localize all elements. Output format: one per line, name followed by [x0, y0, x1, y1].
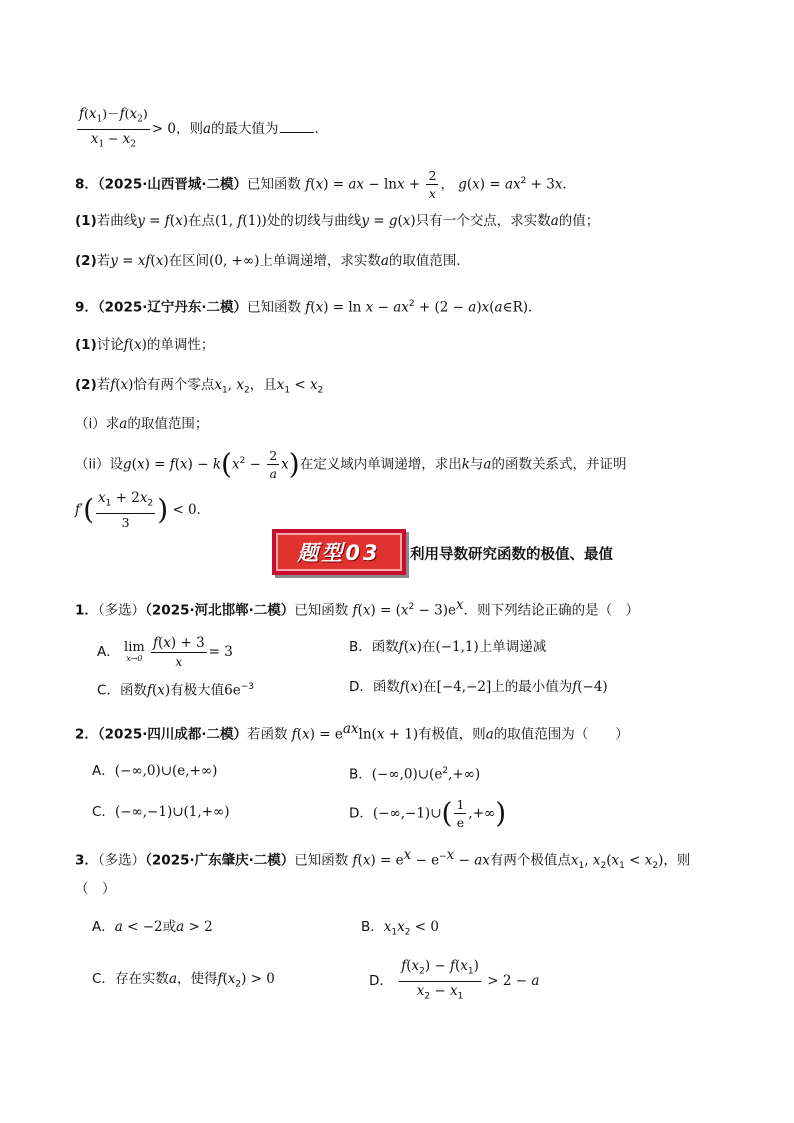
question-2-stem: 2．（2025·四川成都·二模）若函数 $f(x) = e^{ax}\ln(x + 1)$有极值，则a的取值范围为（ ）: [75, 721, 629, 743]
question-2-option-a[interactable]: A．(−∞,0)∪(e,+∞): [92, 763, 218, 779]
question-1-stem: 1．（多选）（2025·河北邯郸·二模）已知函数 $f(x) = (x^2 - 3)e^x$．则下列结论正确的是（ ）: [75, 597, 640, 619]
section-title: 利用导数研究函数的极值、最值: [410, 547, 613, 563]
question-1-option-d[interactable]: D．函数f(x)在[−4,−2]上的最小值为f(−4): [349, 679, 608, 695]
question-1-option-b[interactable]: B．函数f(x)在(−1,1)上单调递减: [349, 639, 547, 655]
question-3-option-b[interactable]: B．$x_1x_2 < 0$: [361, 919, 439, 938]
question-9-sub-ii-proof: f′( $\frac{x_1 + 2x_2}{3}$ ) < 0．: [75, 490, 211, 530]
question-1-option-c[interactable]: C．函数f(x)有极大值$6e^{-3}$: [97, 682, 254, 699]
question-9-sub-ii: （ii）设$g(x) = f(x) - k(x^2$ − $\frac{2}{a}$ x)在定义域内单调递增，求出k与a的函数关系式，并证明: [75, 447, 627, 481]
question-2-option-d[interactable]: D．(−∞,−1)∪( $\frac{1}{e}$ ,+∞): [349, 796, 507, 830]
fraction: $\frac{f(x_1)-f(x_2)}{x_1 - x_2}$: [79, 106, 148, 149]
question-3-paren: （ ）: [75, 881, 116, 897]
question-9-part-1: (1)讨论f(x)的单调性；: [75, 337, 215, 353]
question-1-option-a[interactable]: A． lim x→0 $\frac{f(x) + 3}{x}$ = 3: [97, 635, 233, 669]
question-3-option-d[interactable]: D． $\frac{f(x_2) - f(x_1)}{x_2 - x_1}$ > 2 − a: [369, 958, 540, 1001]
question-2-option-b[interactable]: B．$(-\infty,0)\cup(e^2,+\infty)$: [349, 766, 481, 783]
question-9-sub-i: （i）求a的取值范围；: [75, 416, 209, 432]
question-8-stem: 8．（2025·山西晋城·二模）已知函数 f(x) = ax − lnx + $\frac{2}{x}$ ， $g(x) = ax^2 + 3x$．: [75, 168, 576, 201]
question-8-part-2: (2)若y = xf(x)在区间(0, +∞)上单调递增，求实数a的取值范围．: [75, 253, 470, 269]
question-2-option-c[interactable]: C．(−∞,−1)∪(1,+∞): [92, 804, 230, 820]
question-3-option-a[interactable]: A．a < −2或a > 2: [92, 919, 213, 935]
question-3-option-c[interactable]: C．存在实数a，使得$f(x_2) > 0$: [92, 971, 275, 990]
question-9-stem: 9．（2025·辽宁丹东·二模）已知函数 $f(x) = \ln x - ax^2 + (2$ − a)x(a∈R)．: [75, 299, 542, 316]
answer-blank[interactable]: [280, 120, 314, 133]
top-fragment: $\frac{f(x_1)-f(x_2)}{x_1 - x_2}$ > 0，则a的最大值为 .: [75, 106, 319, 152]
section-badge: 题型03: [272, 529, 406, 575]
question-9-part-2: (2)若f(x)恰有两个零点$x_1$, $x_2$，且$x_1 < x_2$: [75, 377, 324, 396]
question-3-stem: 3．（多选）（2025·广东肇庆·二模）已知函数 $f(x) = e^x - e^{-x}$ − ax有两个极值点$x_1$, $x_2(x_1 < x_2)$，则: [75, 847, 691, 872]
question-8-part-1: (1)若曲线y = f(x)在点(1, f(1))处的切线与曲线y = g(x)只有一个交点，求实数a的值；: [75, 213, 600, 229]
